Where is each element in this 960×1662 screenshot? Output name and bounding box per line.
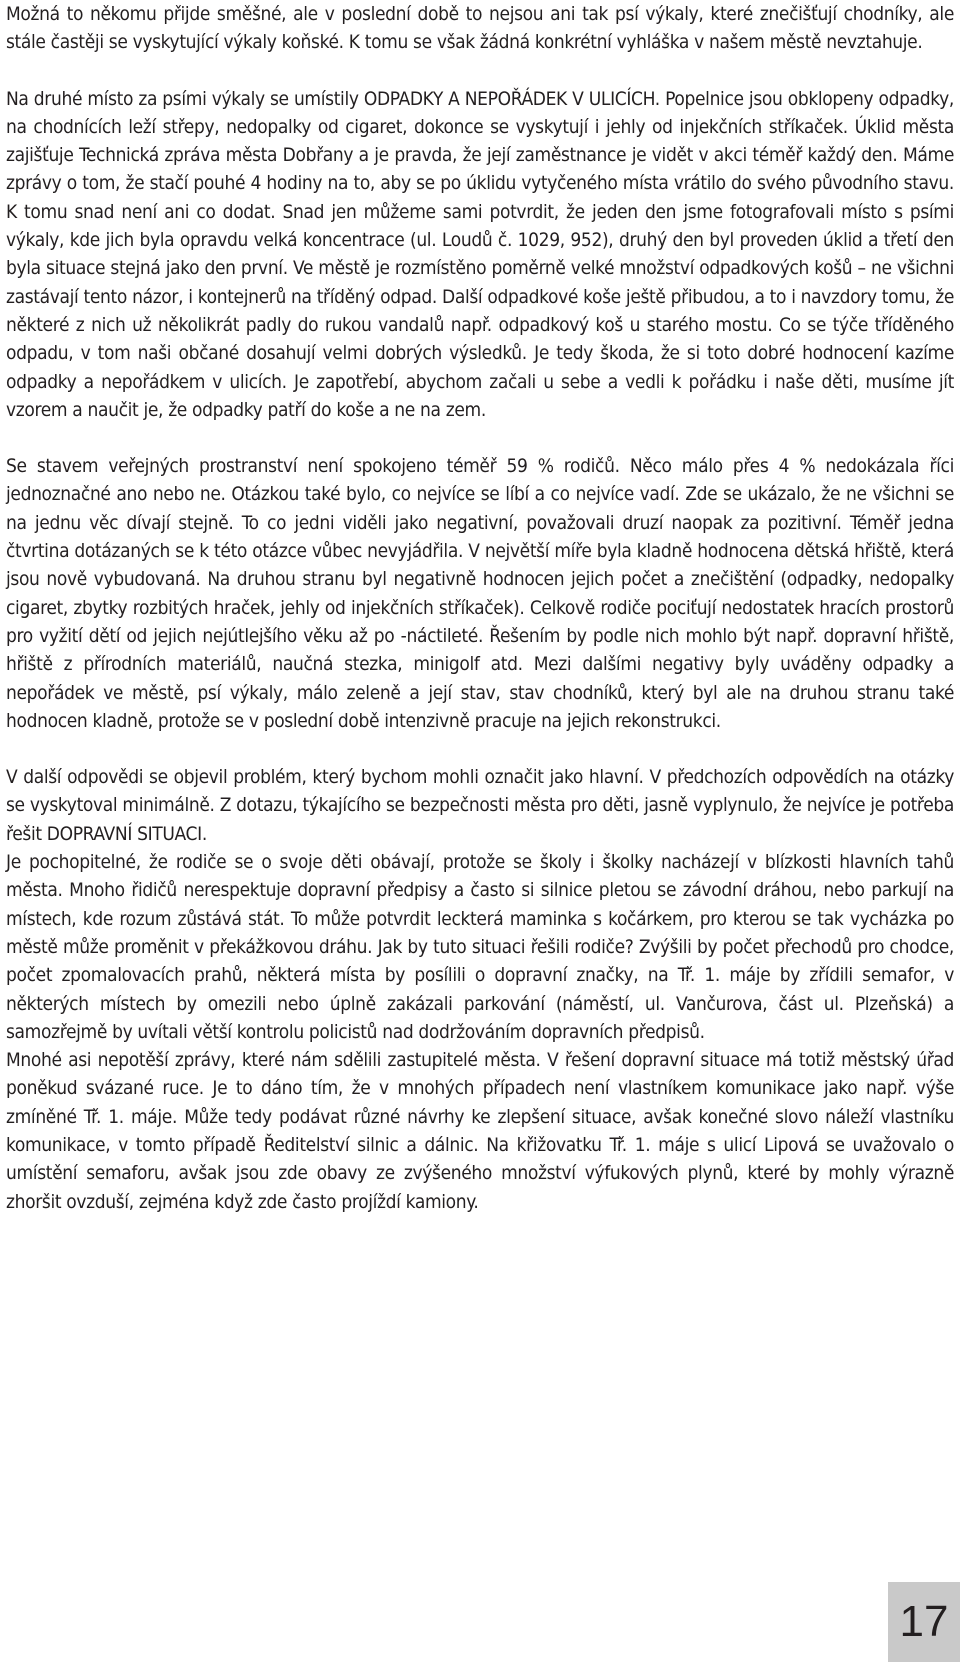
paragraph-traffic-intro: V další odpovědi se objevil problém, který bychom mohli označit jako hlavní. V předchozích odpovědích na otázky se vyskytoval minimálně. Z dotazu, týkajícího se bezpečnosti města pro děti, jasně vyplynulo, že nejvíce je potřeba řešit DOPRAVNÍ SITUACI. [6,766,954,845]
page-number: 17 [888,1582,960,1662]
paragraph-horse-waste: Možná to někomu přijde směšné, ale v poslední době to nejsou ani tak psí výkaly, které znečišťují chodníky, ale stále častěji se vyskytující výkaly koňské. K tomu se však žádná konkrétní vyhláška v našem městě nevztahuje. [6,3,954,54]
paragraph-public-spaces: Se stavem veřejných prostranství není spokojeno téměř 59 % rodičů. Něco málo přes 4 % nedokázala říci jednoznačné ano nebo ne. Otázkou také bylo, co nejvíce se líbí a co nejvíce vadí. Zde se ukázalo, že ne všichni se na jednu věc dívají stejně. To co jedni viděli jako negativní, považovali druzí naopak za pozitivní. Téměř jedna čtvrtina dotázaných se k této otázce vůbec nevyjádřila. V největší míře byla kladně hodnocena dětská hřiště, která jsou nově vybudovaná. Na druhou stranu byl negativně hodnocen jejich počet a znečištění (odpadky, nedopalky cigaret, zbytky rozbitých hraček, jehly od injekčních stříkaček). Celkově rodiče pociťují nedostatek hracích prostorů pro vyžití dětí od jejich nejútlejšího věku až po -náctileté. Řešením by podle nich mohlo být např. dopravní hřiště, hřiště z přírodních materiálů, naučná stezka, minigolf atd. Mezi dalšími negativy byly uváděny odpadky a nepořádek ve městě, psí výkaly, málo zeleně a její stav, stav chodníků, který byl ale na druhou stranu také hodnocen kladně, protože se v poslední době intenzivně pracuje na jejich rekonstrukci. [6,455,954,732]
article-body [6,0,954,1216]
paragraph-traffic-council: Mnohé asi nepotěší zprávy, které nám sdělili zastupitelé města. V řešení dopravní situace má totiž městský úřad poněkud svázané ruce. Je to dáno tím, že v mnohých případech není vlastníkem komunikace jako např. výše zmíněné Tř. 1. máje. Může tedy podávat různé návrhy ke zlepšení situace, avšak konečné slovo náleží vlastníku komunikace, v tomto případě Ředitelství silnic a dálnic. Na křižovatku Tř. 1. máje s ulicí Lipová se uvažovalo o umístění semaforu, avšak jsou zde obavy ze zvýšeného množství výfukových plynů, které by mohly výrazně zhoršit ovzduší, zejména když zde často projíždí kamiony. [6,1049,954,1213]
paragraph-litter: Na druhé místo za psími výkaly se umístily ODPADKY A NEPOŘÁDEK V ULICÍCH. Popelnice jsou obklopeny odpadky, na chodnících leží střepy, nedopalky od cigaret, dokonce se vyskytují i jehly od injekčních stříkaček. Úklid města zajišťuje Technická zpráva města Dobřany a je pravda, že její zaměstnance je vidět v akci téměř každý den. Máme zprávy o tom, že stačí pouhé 4 hodiny na to, aby se po úklidu vytyčeného místa vrátilo do svého původního stavu. K tomu snad není ani co dodat. Snad jen můžeme sami potvrdit, že jeden den jsme fotografovali místo s psími výkaly, kde jich byla opravdu velká koncentrace (ul. Loudů č. 1029, 952), druhý den byl proveden úklid a třetí den byla situace stejná jako den první. Ve městě je rozmístěno poměrně velké množství odpadkových košů – ne všichni zastávají tento názor, i kontejnerů na tříděný odpad. Další odpadkové koše ještě přibudou, a to i navzdory tomu, že některé z nich už několikrát padly do rukou vandalů např. odpadkový koš u starého mostu. Co se týče tříděného odpadu, v tom naši občané dosahují velmi dobrých výsledků. Je tedy škoda, že si toto dobré hodnocení kazíme odpadky a nepořádkem v ulicích. Je zapotřebí, abychom začali u sebe a vedli k pořádku i naše děti, musíme jít vzorem a naučit je, že odpadky patří do koše a ne na zem. [6,87,954,421]
paragraph-traffic-parents: Je pochopitelné, že rodiče se o svoje děti obávají, protože se školy i školky nacházejí v blízkosti hlavních tahů města. Mnoho řidičů nerespektuje dopravní předpisy a často si silnice pletou se závodní dráhou, nebo parkují na místech, kde rozum zůstává stát. To může potvrdit leckterá maminka s kočárkem, pro kterou se tak vycházka po městě může proměnit v překážkovou dráhu. Jak by tuto situaci řešili rodiče? Zvýšili by počet přechodů pro chodce, počet zpomalovacích prahů, některá místa by posílili o dopravní značky, na Tř. 1. máje by zřídili semafor, v některých místech by omezili nebo úplně zakázali parkování (náměstí, ul. Vančurova, část ul. Plzeňská) a samozřejmě by uvítali větší kontrolu policistů nad dodržováním dopravních předpisů. [6,851,954,1043]
